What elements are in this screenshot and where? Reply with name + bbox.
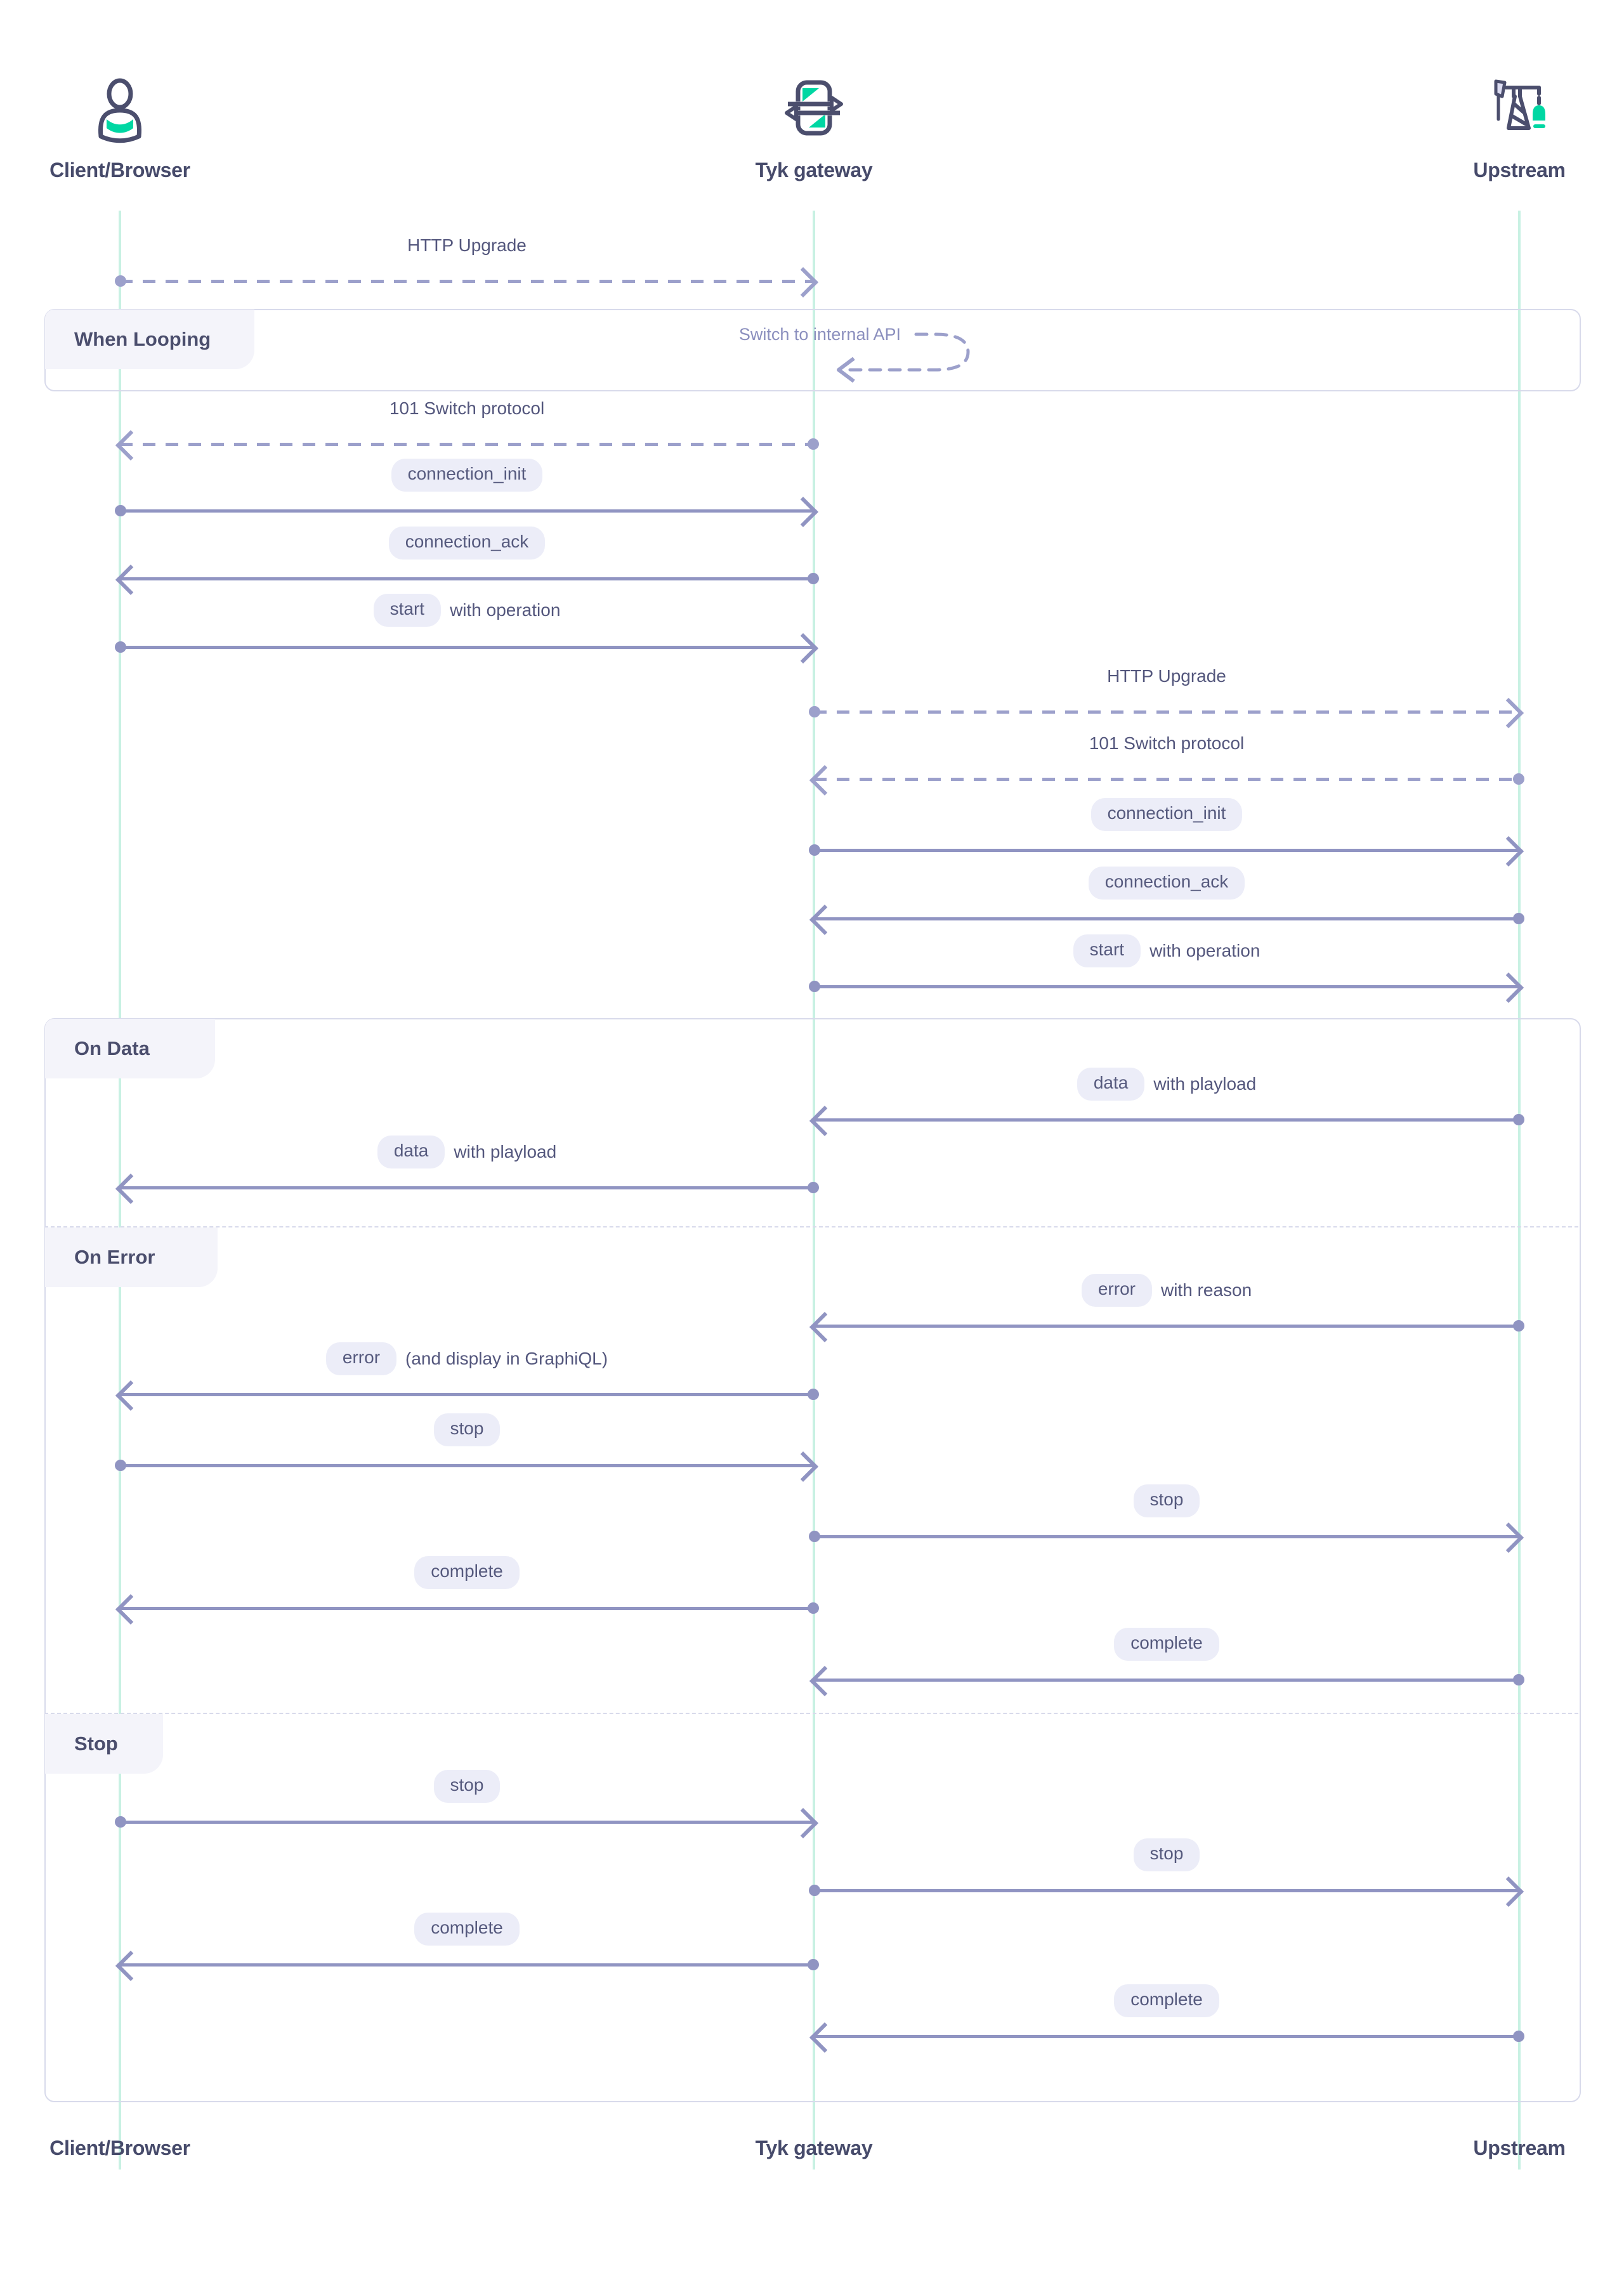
person-icon [85,75,155,145]
actor-label-gateway: Tyk gateway [755,159,873,181]
message-label: connection_ack [120,523,814,563]
message-label: HTTP Upgrade [1107,666,1226,686]
message-arrow [814,917,1519,920]
message-label: complete [814,1624,1519,1665]
frame-title-on-data: On Data [45,1019,215,1078]
actor-label-upstream: Upstream [1473,159,1566,181]
message-label: complete [120,1552,814,1593]
self-message-note: Switch to internal API [738,325,901,344]
message-arrow [814,1889,1519,1892]
message-arrow [120,1464,814,1467]
message-arrow [814,1325,1519,1328]
oil-derrick-icon [1484,75,1554,145]
message-arrow [814,1118,1519,1122]
message-arrow [120,280,814,283]
message-arrow [814,710,1519,714]
message-arrow [814,1535,1519,1538]
message-arrow [120,577,814,580]
message-arrow [120,1607,814,1610]
message-arrow [814,778,1519,781]
message-label: stop [814,1835,1519,1875]
message-label: HTTP Upgrade [407,235,527,255]
message-arrow [120,509,814,513]
message-arrow [120,443,814,446]
message-arrow [814,1679,1519,1682]
message-label: stop [814,1481,1519,1521]
frame-title-stop: Stop [45,1714,163,1774]
message-label: connection_ack [814,863,1519,903]
message-arrow [120,1821,814,1824]
message-arrow [120,646,814,649]
message-label: start with operation [120,590,814,631]
swap-arrows-icon [779,75,849,145]
message-label: 101 Switch protocol [1089,733,1245,753]
message-arrow [814,985,1519,988]
message-label: error (and display in GraphiQL) [120,1338,814,1379]
message-label: start with operation [814,931,1519,971]
message-label: error with reason [814,1270,1519,1311]
frame-title-when-looping: When Looping [45,310,254,369]
self-message-arrow [822,320,993,387]
message-arrow [120,1963,814,1967]
message-label: stop [120,1766,814,1807]
message-arrow [814,2035,1519,2038]
actor-label-client-bottom: Client/Browser [49,2137,190,2159]
actor-label-gateway-bottom: Tyk gateway [755,2137,873,2159]
message-label: 101 Switch protocol [389,398,545,418]
message-label: data with playload [814,1064,1519,1104]
message-arrow [120,1393,814,1396]
frame-title-on-error: On Error [45,1227,218,1287]
section-divider-stop [44,1713,1578,1714]
message-label: connection_init [120,455,814,495]
message-arrow [814,849,1519,852]
message-arrow [120,1186,814,1189]
actor-label-client: Client/Browser [49,159,190,181]
actor-label-upstream-bottom: Upstream [1473,2137,1566,2159]
message-label: stop [120,1410,814,1450]
section-divider-on-error [44,1226,1578,1227]
message-label: complete [814,1980,1519,2021]
message-label: data with playload [120,1132,814,1172]
frame-when-looping [44,309,1581,391]
message-label: complete [120,1909,814,1949]
message-label: connection_init [814,794,1519,835]
